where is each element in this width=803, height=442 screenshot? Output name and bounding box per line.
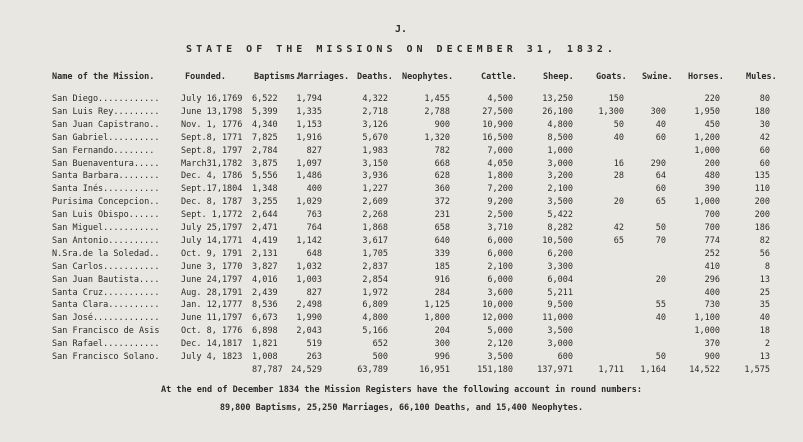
cell-sheep: 3,300	[547, 262, 573, 272]
cell-baptisms: 6,673	[252, 313, 278, 323]
cell-deaths: 1,868	[362, 223, 388, 233]
cell-mission-name: San Francisco Solano.	[52, 352, 160, 362]
cell-swine: 40	[655, 313, 666, 323]
cell-sheep: 26,100	[542, 107, 573, 117]
cell-goats: 1,300	[598, 107, 624, 117]
cell-sheep: 6,004	[547, 275, 573, 285]
cell-baptisms: 5,399	[252, 107, 278, 117]
cell-marriages: 827	[306, 288, 322, 298]
cell-sheep: 4,800	[547, 120, 573, 130]
cell-deaths: 2,837	[362, 262, 388, 272]
cell-sheep: 3,000	[547, 339, 573, 349]
cell-neophytes: 916	[434, 275, 450, 285]
cell-sheep: 8,500	[547, 133, 573, 143]
cell-mules: 80	[759, 94, 770, 104]
footer-note: At the end of December 1834 the Mission Registers have the following account in round numbers:	[160, 385, 643, 395]
cell-founded-date: July 4, 1823	[181, 352, 243, 362]
cell-cattle: 6,000	[487, 275, 513, 285]
cell-sheep: 11,000	[542, 313, 573, 323]
cell-mules: 30	[759, 120, 770, 130]
cell-mules: 82	[759, 236, 770, 246]
cell-mission-name: San Rafael...........	[52, 339, 160, 349]
cell-baptisms: 4,016	[252, 275, 278, 285]
cell-baptisms: 1,348	[252, 184, 278, 194]
cell-horses: 1,200	[694, 133, 720, 143]
cell-founded-date: Sept. 1,1772	[181, 210, 243, 220]
footer-summary: 89,800 Baptisms, 25,250 Marriages, 66,100 Deaths, and 15,400 Neophytes.	[219, 403, 584, 413]
cell-founded-date: July 25,1797	[181, 223, 243, 233]
cell-horses: 400	[704, 288, 720, 298]
column-header-sheep: Sheep.	[543, 72, 574, 82]
cell-cattle: 16,500	[482, 133, 513, 143]
cell-deaths: 2,854	[362, 275, 388, 285]
cell-founded-date: Sept.17,1804	[181, 184, 243, 194]
cell-mules: 186	[754, 223, 770, 233]
cell-founded-date: June 13,1798	[181, 107, 243, 117]
cell-baptisms: 3,875	[252, 159, 278, 169]
cell-horses: 1,000	[694, 326, 720, 336]
cell-cattle: 12,000	[482, 313, 513, 323]
cell-neophytes: 284	[434, 288, 450, 298]
cell-mules: 35	[759, 300, 770, 310]
cell-horses: 200	[704, 159, 720, 169]
cell-mission-name: San Luis Rey.........	[52, 107, 160, 117]
cell-cattle: 2,120	[487, 339, 513, 349]
total-marriages: 24,529	[291, 365, 322, 375]
cell-cattle: 10,000	[482, 300, 513, 310]
cell-baptisms: 6,898	[252, 326, 278, 336]
cell-cattle: 27,500	[482, 107, 513, 117]
cell-neophytes: 1,125	[424, 300, 450, 310]
cell-mission-name: Santa Barbara........	[52, 171, 160, 181]
cell-neophytes: 782	[434, 146, 450, 156]
cell-deaths: 3,126	[362, 120, 388, 130]
cell-mission-name: San Francisco de Asis	[52, 326, 160, 336]
column-header-horses: Horses.	[688, 72, 724, 82]
cell-sheep: 3,500	[547, 326, 573, 336]
cell-mules: 8	[764, 262, 770, 272]
cell-mission-name: Santa Clara..........	[52, 300, 160, 310]
cell-mules: 2	[764, 339, 770, 349]
cell-swine: 50	[655, 352, 666, 362]
cell-mission-name: San Gabriel..........	[52, 133, 160, 143]
column-header-baptisms: Baptisms.	[254, 72, 301, 82]
cell-mission-name: San Juan Bautista....	[52, 275, 160, 285]
column-header-deaths: Deaths.	[357, 72, 393, 82]
cell-founded-date: Jan. 12,1777	[181, 300, 243, 310]
cell-horses: 700	[704, 223, 720, 233]
cell-neophytes: 668	[434, 159, 450, 169]
cell-marriages: 400	[306, 184, 322, 194]
cell-neophytes: 204	[434, 326, 450, 336]
cell-marriages: 1,153	[296, 120, 322, 130]
cell-mules: 13	[759, 275, 770, 285]
cell-cattle: 10,900	[482, 120, 513, 130]
cell-goats: 20	[613, 197, 624, 207]
cell-horses: 370	[704, 339, 720, 349]
cell-deaths: 500	[372, 352, 388, 362]
cell-founded-date: Dec. 8, 1787	[181, 197, 243, 207]
cell-mission-name: San Carlos...........	[52, 262, 160, 272]
cell-baptisms: 4,419	[252, 236, 278, 246]
cell-neophytes: 1,800	[424, 313, 450, 323]
cell-cattle: 7,200	[487, 184, 513, 194]
cell-deaths: 3,150	[362, 159, 388, 169]
cell-goats: 40	[613, 133, 624, 143]
cell-sheep: 3,200	[547, 171, 573, 181]
cell-mules: 56	[759, 249, 770, 259]
cell-mules: 18	[759, 326, 770, 336]
cell-sheep: 2,100	[547, 184, 573, 194]
cell-neophytes: 658	[434, 223, 450, 233]
cell-deaths: 3,617	[362, 236, 388, 246]
cell-horses: 296	[704, 275, 720, 285]
cell-sheep: 8,282	[547, 223, 573, 233]
cell-baptisms: 8,536	[252, 300, 278, 310]
cell-founded-date: March31,1782	[181, 159, 243, 169]
cell-mules: 135	[754, 171, 770, 181]
cell-swine: 300	[650, 107, 666, 117]
cell-marriages: 764	[306, 223, 322, 233]
cell-deaths: 5,166	[362, 326, 388, 336]
cell-neophytes: 2,788	[424, 107, 450, 117]
cell-goats: 150	[608, 94, 624, 104]
cell-marriages: 1,990	[296, 313, 322, 323]
cell-sheep: 1,000	[547, 146, 573, 156]
cell-mission-name: San José.............	[52, 313, 160, 323]
cell-founded-date: Dec. 4, 1786	[181, 171, 243, 181]
cell-deaths: 5,670	[362, 133, 388, 143]
cell-goats: 28	[613, 171, 624, 181]
cell-marriages: 1,003	[296, 275, 322, 285]
cell-marriages: 1,029	[296, 197, 322, 207]
cell-marriages: 2,043	[296, 326, 322, 336]
total-deaths: 63,789	[357, 365, 388, 375]
cell-swine: 70	[655, 236, 666, 246]
cell-cattle: 3,600	[487, 288, 513, 298]
cell-mission-name: San Antonio..........	[52, 236, 160, 246]
cell-baptisms: 7,825	[252, 133, 278, 143]
cell-sheep: 13,250	[542, 94, 573, 104]
cell-goats: 16	[613, 159, 624, 169]
total-horses: 14,522	[689, 365, 720, 375]
cell-horses: 1,100	[694, 313, 720, 323]
cell-swine: 40	[655, 120, 666, 130]
cell-mission-name: San Buenaventura.....	[52, 159, 160, 169]
cell-mission-name: San Diego............	[52, 94, 160, 104]
cell-cattle: 1,800	[487, 171, 513, 181]
column-header-swine: Swine.	[642, 72, 673, 82]
column-header-neophytes: Neophytes.	[402, 72, 454, 82]
cell-marriages: 1,916	[296, 133, 322, 143]
cell-neophytes: 300	[434, 339, 450, 349]
cell-neophytes: 996	[434, 352, 450, 362]
cell-cattle: 3,710	[487, 223, 513, 233]
cell-swine: 64	[655, 171, 666, 181]
cell-deaths: 2,268	[362, 210, 388, 220]
cell-deaths: 1,705	[362, 249, 388, 259]
cell-sheep: 600	[557, 352, 573, 362]
total-mules: 1,575	[744, 365, 770, 375]
cell-deaths: 2,609	[362, 197, 388, 207]
total-baptisms: 87,787	[252, 365, 283, 375]
cell-mules: 25	[759, 288, 770, 298]
cell-baptisms: 6,522	[252, 94, 278, 104]
cell-horses: 252	[704, 249, 720, 259]
cell-mission-name: Santa Inés...........	[52, 184, 160, 194]
cell-mules: 60	[759, 146, 770, 156]
cell-neophytes: 372	[434, 197, 450, 207]
cell-sheep: 5,211	[547, 288, 573, 298]
cell-sheep: 3,000	[547, 159, 573, 169]
cell-mules: 200	[754, 197, 770, 207]
cell-cattle: 2,500	[487, 210, 513, 220]
cell-neophytes: 339	[434, 249, 450, 259]
cell-sheep: 5,422	[547, 210, 573, 220]
cell-founded-date: Sept.8, 1797	[181, 146, 243, 156]
cell-mules: 40	[759, 313, 770, 323]
table-title: STATE OF THE MISSIONS ON DECEMBER 31, 1832.	[186, 44, 617, 55]
cell-marriages: 2,498	[296, 300, 322, 310]
cell-founded-date: July 14,1771	[181, 236, 243, 246]
cell-sheep: 9,500	[547, 300, 573, 310]
cell-baptisms: 1,821	[252, 339, 278, 349]
cell-cattle: 3,500	[487, 352, 513, 362]
cell-horses: 730	[704, 300, 720, 310]
cell-marriages: 827	[306, 146, 322, 156]
cell-mules: 200	[754, 210, 770, 220]
cell-deaths: 3,936	[362, 171, 388, 181]
total-cattle: 151,180	[477, 365, 513, 375]
cell-founded-date: July 16,1769	[181, 94, 243, 104]
cell-deaths: 1,972	[362, 288, 388, 298]
total-sheep: 137,971	[537, 365, 573, 375]
cell-baptisms: 5,556	[252, 171, 278, 181]
cell-founded-date: Dec. 14,1817	[181, 339, 243, 349]
cell-founded-date: Aug. 28,1791	[181, 288, 243, 298]
cell-deaths: 4,322	[362, 94, 388, 104]
cell-horses: 900	[704, 352, 720, 362]
cell-swine: 50	[655, 223, 666, 233]
cell-mission-name: San Miguel...........	[52, 223, 160, 233]
cell-founded-date: Nov. 1, 1776	[181, 120, 243, 130]
cell-founded-date: June 3, 1770	[181, 262, 243, 272]
column-header-goats: Goats.	[596, 72, 627, 82]
cell-cattle: 6,000	[487, 236, 513, 246]
cell-marriages: 1,097	[296, 159, 322, 169]
cell-baptisms: 2,471	[252, 223, 278, 233]
cell-mules: 110	[754, 184, 770, 194]
cell-swine: 55	[655, 300, 666, 310]
cell-sheep: 3,500	[547, 197, 573, 207]
column-header-founded-date: Founded.	[185, 72, 226, 82]
cell-deaths: 6,809	[362, 300, 388, 310]
cell-neophytes: 628	[434, 171, 450, 181]
cell-baptisms: 2,131	[252, 249, 278, 259]
cell-mules: 60	[759, 159, 770, 169]
cell-goats: 65	[613, 236, 624, 246]
cell-sheep: 10,500	[542, 236, 573, 246]
total-goats: 1,711	[598, 365, 624, 375]
cell-mission-name: San Luis Obispo......	[52, 210, 160, 220]
cell-baptisms: 1,008	[252, 352, 278, 362]
cell-marriages: 263	[306, 352, 322, 362]
column-header-marriages: Marriages.	[298, 72, 350, 82]
cell-horses: 700	[704, 210, 720, 220]
cell-mules: 13	[759, 352, 770, 362]
cell-baptisms: 4,340	[252, 120, 278, 130]
cell-mission-name: Purisima Concepcion..	[52, 197, 160, 207]
cell-neophytes: 360	[434, 184, 450, 194]
cell-neophytes: 231	[434, 210, 450, 220]
cell-neophytes: 1,320	[424, 133, 450, 143]
cell-horses: 774	[704, 236, 720, 246]
cell-neophytes: 1,455	[424, 94, 450, 104]
cell-swine: 65	[655, 197, 666, 207]
cell-horses: 480	[704, 171, 720, 181]
page-mark: J.	[395, 24, 408, 35]
cell-horses: 410	[704, 262, 720, 272]
cell-swine: 60	[655, 133, 666, 143]
cell-mission-name: N.Sra.de la Soledad..	[52, 249, 160, 259]
cell-neophytes: 640	[434, 236, 450, 246]
cell-deaths: 652	[372, 339, 388, 349]
cell-founded-date: Oct. 8, 1776	[181, 326, 243, 336]
total-swine: 1,164	[640, 365, 666, 375]
cell-swine: 290	[650, 159, 666, 169]
cell-mission-name: San Juan Capistrano..	[52, 120, 160, 130]
cell-horses: 390	[704, 184, 720, 194]
cell-cattle: 5,000	[487, 326, 513, 336]
total-neophytes: 16,951	[419, 365, 450, 375]
cell-mission-name: Santa Cruz...........	[52, 288, 160, 298]
cell-horses: 1,000	[694, 197, 720, 207]
cell-neophytes: 185	[434, 262, 450, 272]
cell-horses: 1,950	[694, 107, 720, 117]
column-header-mules: Mules.	[746, 72, 777, 82]
column-header-mission-name: Name of the Mission.	[52, 72, 155, 82]
cell-marriages: 1,486	[296, 171, 322, 181]
cell-cattle: 4,500	[487, 94, 513, 104]
cell-marriages: 1,032	[296, 262, 322, 272]
cell-marriages: 519	[306, 339, 322, 349]
cell-cattle: 2,100	[487, 262, 513, 272]
cell-baptisms: 2,439	[252, 288, 278, 298]
cell-goats: 50	[613, 120, 624, 130]
cell-founded-date: Sept.8, 1771	[181, 133, 243, 143]
cell-deaths: 2,718	[362, 107, 388, 117]
cell-horses: 450	[704, 120, 720, 130]
cell-deaths: 1,983	[362, 146, 388, 156]
cell-mules: 42	[759, 133, 770, 143]
cell-swine: 60	[655, 184, 666, 194]
cell-cattle: 4,050	[487, 159, 513, 169]
cell-neophytes: 900	[434, 120, 450, 130]
cell-marriages: 763	[306, 210, 322, 220]
cell-cattle: 6,000	[487, 249, 513, 259]
cell-founded-date: June 11,1797	[181, 313, 243, 323]
cell-baptisms: 3,255	[252, 197, 278, 207]
cell-deaths: 4,800	[362, 313, 388, 323]
cell-goats: 42	[613, 223, 624, 233]
cell-sheep: 6,200	[547, 249, 573, 259]
cell-horses: 1,000	[694, 146, 720, 156]
column-header-cattle: Cattle.	[481, 72, 517, 82]
cell-deaths: 1,227	[362, 184, 388, 194]
cell-cattle: 7,000	[487, 146, 513, 156]
cell-swine: 20	[655, 275, 666, 285]
cell-cattle: 9,200	[487, 197, 513, 207]
cell-marriages: 1,142	[296, 236, 322, 246]
cell-marriages: 1,335	[296, 107, 322, 117]
cell-horses: 220	[704, 94, 720, 104]
cell-mules: 180	[754, 107, 770, 117]
cell-mission-name: San Fernando........	[52, 146, 155, 156]
cell-founded-date: Oct. 9, 1791	[181, 249, 243, 259]
cell-marriages: 648	[306, 249, 322, 259]
cell-baptisms: 2,644	[252, 210, 278, 220]
cell-baptisms: 2,784	[252, 146, 278, 156]
cell-marriages: 1,794	[296, 94, 322, 104]
cell-baptisms: 3,827	[252, 262, 278, 272]
cell-founded-date: June 24,1797	[181, 275, 243, 285]
